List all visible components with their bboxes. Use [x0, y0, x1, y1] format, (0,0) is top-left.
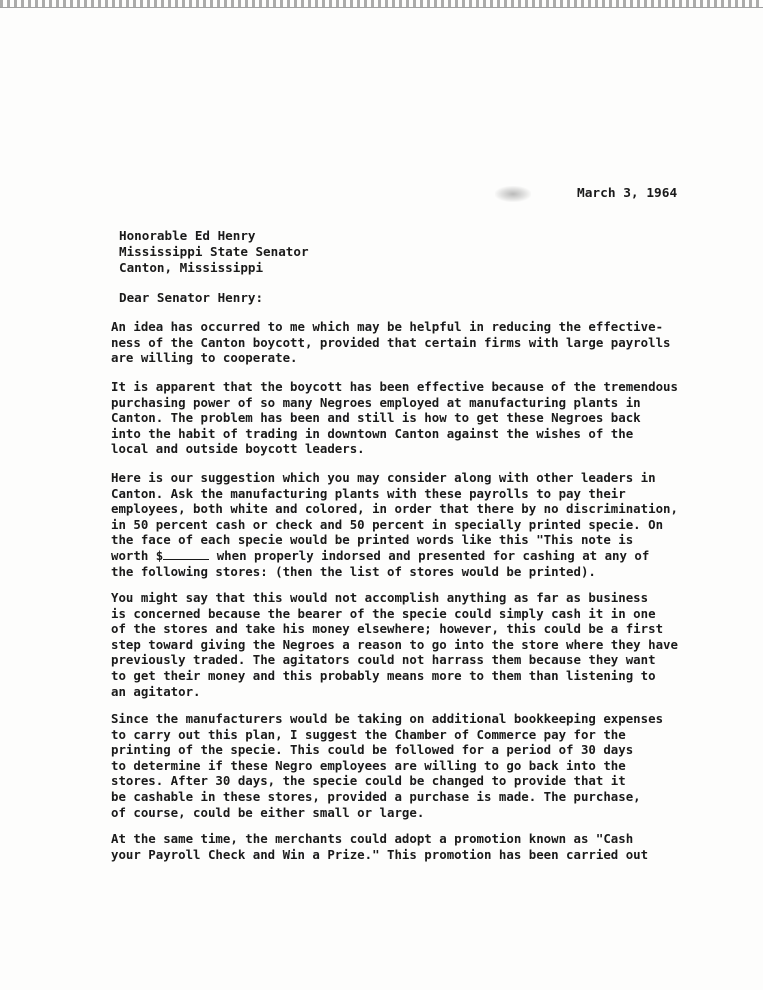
text-line: to get their money and this probably means more to them than listening to: [111, 667, 656, 683]
line-end: when properly indorsed and presented for cashing at any of: [216, 547, 650, 563]
ink-smudge: [495, 186, 531, 202]
text-line: previously traded. The agitators could not harrass them because they want: [111, 652, 656, 668]
text-line: an agitator.: [111, 683, 201, 699]
text-line: Since the manufacturers would be taking on additional bookkeeping expenses: [111, 711, 664, 726]
text-line: of the stores and take his money elsewhere; however, this could be a first: [111, 621, 664, 637]
text-line: the following stores: (then the list of stores would be printed).: [111, 563, 596, 579]
text-line: is concerned because the bearer of the specie could simply cash it in one: [111, 605, 656, 621]
text-line: step toward giving the Negroes a reason to go into the store where they have: [111, 636, 678, 652]
text-line: You might say that this would not accomplish anything as far as business: [111, 590, 649, 605]
letter-date: March 3, 1964: [577, 186, 678, 201]
text-line: of course, could be either small or large.: [111, 804, 425, 820]
text-line: local and outside boycott leaders.: [111, 441, 365, 457]
paragraph-2: [111, 379, 678, 457]
text-line: ness of the Canton boycott, provided that certain firms with large payrolls: [111, 334, 671, 350]
address-line: Canton, Mississippi: [119, 260, 264, 275]
text-line: At the same time, the merchants could adopt a promotion known as "Cash: [111, 831, 634, 846]
text-line: Canton. Ask the manufacturing plants with these payrolls to pay their: [111, 485, 626, 501]
text-line: are willing to cooperate.: [111, 350, 298, 366]
salutation: Dear Senator Henry:: [119, 290, 264, 305]
paragraph-3: [111, 470, 678, 579]
text-line: Canton. The problem has been and still is how to get these Negroes back: [111, 410, 641, 426]
text-line: stores. After 30 days, the specie could be changed to provide that it: [111, 773, 626, 789]
text-line: the face of each specie would be printed words like this "This note is: [111, 532, 634, 548]
paragraph-1: [111, 319, 671, 366]
line-start: worth $: [111, 547, 164, 563]
paragraph-5: [111, 711, 663, 820]
recipient-address: [119, 228, 309, 276]
address-line: Honorable Ed Henry: [119, 228, 256, 243]
scanned-page-edge: [0, 0, 763, 8]
text-line: into the habit of trading in downtown Canton against the wishes of the: [111, 425, 634, 441]
text-line: purchasing power of so many Negroes employed at manufacturing plants in: [111, 394, 641, 410]
text-line: to carry out this plan, I suggest the Chamber of Commerce pay for the: [111, 726, 626, 742]
text-line: employees, both white and colored, in order that there by no discrimination,: [111, 501, 678, 517]
text-line: It is apparent that the boycott has been effective because of the tremendous: [111, 379, 678, 394]
blank-amount-line: [163, 548, 209, 560]
text-line: [111, 548, 678, 564]
paragraph-6: [111, 831, 648, 862]
text-line: be cashable in these stores, provided a purchase is made. The purchase,: [111, 788, 641, 804]
address-line: Mississippi State Senator: [119, 244, 309, 259]
text-line: in 50 percent cash or check and 50 percent in specially printed specie. On: [111, 516, 664, 532]
text-line: to determine if these Negro employees are willing to go back into the: [111, 757, 626, 773]
text-line: your Payroll Check and Win a Prize." This promotion has been carried out: [111, 846, 649, 862]
text-line: Here is our suggestion which you may consider along with other leaders in: [111, 470, 656, 485]
text-line: An idea has occurred to me which may be helpful in reducing the effective-: [111, 319, 664, 334]
text-line: printing of the specie. This could be followed for a period of 30 days: [111, 742, 634, 758]
paragraph-4: [111, 590, 678, 699]
